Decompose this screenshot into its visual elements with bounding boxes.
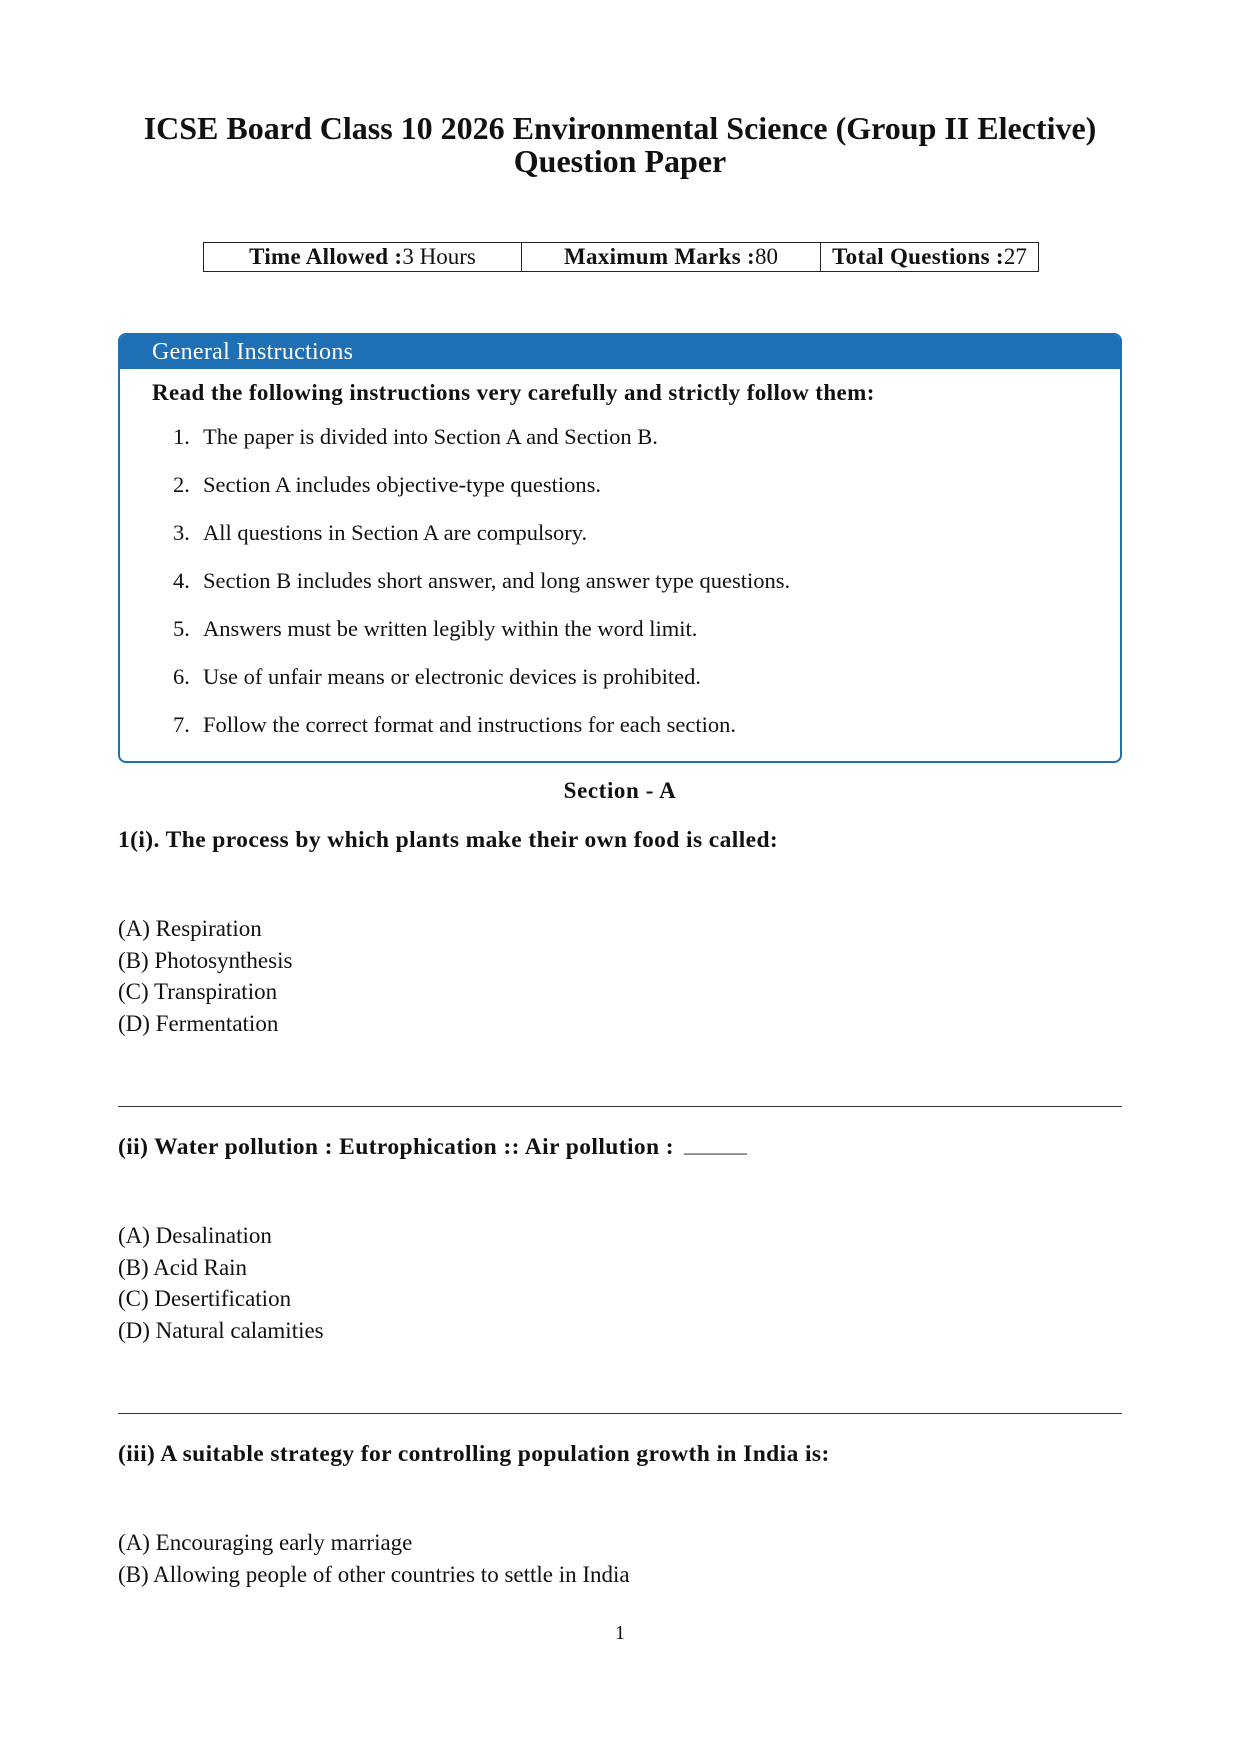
- instruction-text: Follow the correct format and instructions for each section.: [203, 712, 736, 737]
- instruction-item: [173, 662, 1120, 710]
- question-text: (iii) A suitable strategy for controlling population growth in India is:: [118, 1441, 830, 1467]
- question-text: [118, 1131, 1122, 1162]
- instructions-list: [120, 422, 1120, 758]
- page-title-line-2: Question Paper: [513, 143, 727, 179]
- option-d: (D) Natural calamities: [118, 1317, 324, 1343]
- instruction-item: [173, 614, 1120, 662]
- question-1-i: [118, 825, 1122, 1039]
- instruction-item: [173, 566, 1120, 614]
- instruction-text: Section A includes objective-type questions.: [203, 472, 602, 497]
- time-allowed-value: 3 Hours: [402, 244, 476, 269]
- instruction-number: 6.: [173, 664, 190, 689]
- time-allowed-cell: [204, 243, 522, 271]
- time-allowed-label: Time Allowed :: [249, 244, 403, 269]
- instruction-item: [173, 710, 1120, 758]
- instruction-number: 2.: [173, 472, 190, 497]
- option-d: (D) Fermentation: [118, 1010, 279, 1036]
- instruction-text: The paper is divided into Section A and Section B.: [203, 424, 658, 449]
- instruction-text: Answers must be written legibly within the word limit.: [203, 616, 698, 641]
- question-divider: [118, 1413, 1122, 1414]
- option-a: (A) Respiration: [118, 916, 262, 941]
- maximum-marks-label: Maximum Marks :: [563, 244, 756, 269]
- section-a-heading: Section - A: [563, 778, 677, 803]
- instructions-lead: Read the following instructions very carefully and strictly follow them:: [152, 380, 875, 405]
- option-a: (A) Desalination: [118, 1223, 272, 1248]
- instruction-number: 1.: [173, 424, 190, 449]
- answer-options: [118, 913, 1122, 1039]
- maximum-marks-value: 80: [755, 244, 779, 269]
- instruction-number: 3.: [173, 520, 190, 545]
- instruction-number: 4.: [173, 568, 190, 593]
- instruction-text: Use of unfair means or electronic devices is prohibited.: [203, 664, 701, 689]
- question-text: 1(i). The process by which plants make their own food is called:: [118, 827, 779, 853]
- page-title-line-1: ICSE Board Class 10 2026 Environmental Science (Group II Elective): [143, 110, 1097, 146]
- question-1-ii: [118, 1131, 1122, 1346]
- answer-options: [118, 1527, 1122, 1590]
- question-text-main: (ii) Water pollution : Eutrophication :: Air pollution :: [118, 1134, 675, 1160]
- maximum-marks-cell: [522, 243, 821, 271]
- total-questions-label: Total Questions :: [832, 244, 1004, 269]
- option-b: (B) Allowing people of other countries to settle in India: [118, 1561, 630, 1587]
- exam-meta-box: [203, 242, 1039, 272]
- question-1-iii: [118, 1439, 1122, 1590]
- option-a: (A) Encouraging early marriage: [118, 1530, 413, 1555]
- option-b: (B) Photosynthesis: [118, 947, 293, 973]
- page-number: 1: [615, 1622, 625, 1644]
- instruction-number: 5.: [173, 616, 190, 641]
- instruction-item: [173, 422, 1120, 470]
- total-questions-value: 27: [1003, 244, 1027, 269]
- page-title: [0, 112, 1240, 178]
- instruction-item: [173, 470, 1120, 518]
- instructions-header: General Instructions: [120, 335, 1120, 369]
- option-c: (C) Transpiration: [118, 979, 278, 1004]
- option-b: (B) Acid Rain: [118, 1254, 248, 1280]
- instruction-item: [173, 518, 1120, 566]
- instruction-number: 7.: [173, 712, 190, 737]
- total-questions-cell: [821, 243, 1038, 271]
- answer-options: [118, 1220, 1122, 1346]
- question-divider: [118, 1106, 1122, 1107]
- answer-blank: _______: [684, 1136, 748, 1156]
- instruction-text: All questions in Section A are compulsory.: [203, 520, 588, 545]
- instruction-text: Section B includes short answer, and long answer type questions.: [203, 568, 791, 593]
- general-instructions-box: [118, 333, 1122, 763]
- option-c: (C) Desertification: [118, 1286, 292, 1311]
